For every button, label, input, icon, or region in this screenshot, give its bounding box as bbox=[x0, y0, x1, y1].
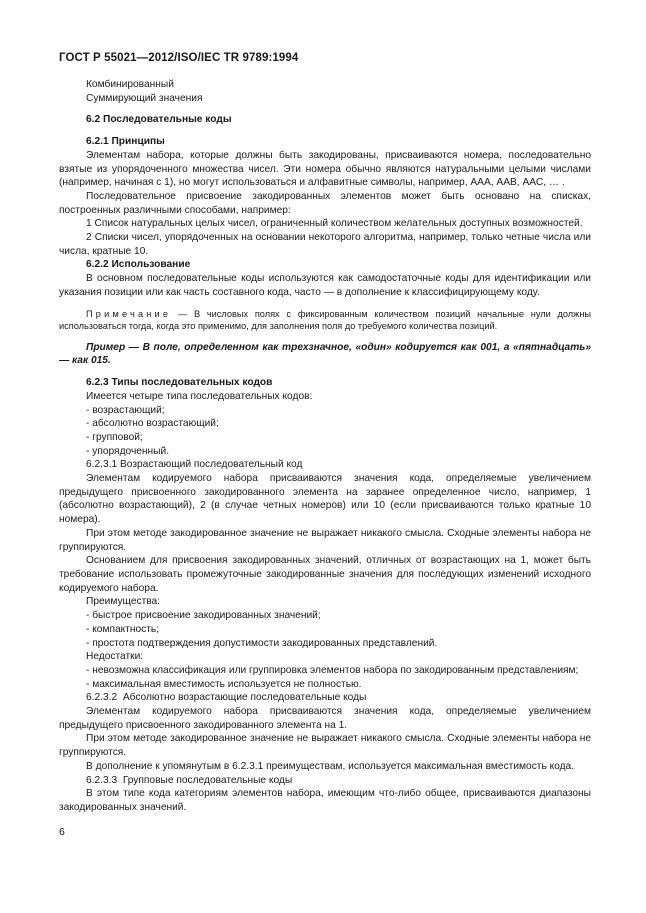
paragraph: Элементам набора, которые должны быть закодированы, присваиваются номера, последовательно взятые из упорядоченного множества чисел. Эти номера обычно являются натуральными целыми числами (например, начиная с 1), но могут использоваться и алфавитные символы, например, ААА, ААВ, ААС, … . bbox=[59, 149, 591, 189]
paragraph: 1 Список натуральных целых чисел, ограниченный количеством желательных доступных возможностей. bbox=[86, 218, 583, 230]
section-heading-6-2-2: 6.2.2 Использование bbox=[86, 259, 191, 271]
subsection-title-6-2-3-1: 6.2.3.1 Возрастающий последовательный код bbox=[86, 459, 303, 471]
list-item: - возрастающий; bbox=[86, 404, 165, 416]
list-item: - упорядоченный. bbox=[86, 445, 170, 457]
paragraph: Основанием для присвоения закодированных значений, отличных от возрастающих на 1, может быть требование использовать промежуточные закодированные значения для последующих изменений исходного кодируемого набора. bbox=[59, 555, 591, 594]
list-item: - невозможна классификация или группировка элементов набора по закодированным представлениям; bbox=[86, 664, 579, 676]
paragraph: В основном последовательные коды используются как самодостаточные коды для идентификации или указания позиции или как часть составного кода, часто — в дополнение к классифицирующему коду. bbox=[59, 273, 591, 298]
list-item: - максимальная вместимость используется не полностью. bbox=[86, 678, 362, 690]
subsection-title-6-2-3-3: 6.2.3.3 Групповые последовательные коды bbox=[86, 774, 293, 786]
note bbox=[59, 308, 591, 333]
page-number: 6 bbox=[59, 826, 65, 838]
document-header: ГОСТ Р 55021—2012/ISO/IEC TR 9789:1994 bbox=[59, 52, 299, 64]
paragraph: 2 Списки чисел, упорядоченных на основании некоторого алгоритма, например, только четные числа или числа, кратные 10. bbox=[59, 232, 591, 257]
paragraph: Элементам кодируемого набора присваиваются значения кода, определяемые увеличением предыдущего присвоенного закодированного элемента на 1. bbox=[59, 706, 591, 731]
list-item: - групповой; bbox=[86, 431, 143, 443]
section-heading-6-2-3: 6.2.3 Типы последовательных кодов bbox=[86, 377, 273, 389]
paragraph: При этом методе закодированное значение не выражает никакого смысла. Сходные элементы набора не группируются. bbox=[59, 733, 591, 759]
paragraph: При этом методе закодированное значение не выражает никакого смысла. Сходные элементы набора не группируются. bbox=[59, 527, 591, 553]
list-item: - компактность; bbox=[86, 623, 160, 635]
note-text: — В числовых полях с фиксированным количеством позиций начальные нули должны использоваться тогда, когда это применимо, для заполнения поля до требуемого количества позиций. bbox=[59, 308, 591, 332]
subsection-title-6-2-3-2: 6.2.3.2 Абсолютно возрастающие последовательные коды bbox=[86, 692, 367, 704]
section-heading-6-2-1: 6.2.1 Принципы bbox=[86, 136, 165, 148]
note-lead: Примечание bbox=[86, 308, 172, 319]
advantages-label: Преимущества: bbox=[86, 596, 161, 608]
paragraph: В дополнение к упомянутым в 6.2.3.1 преимуществам, используется максимальная вместимость кода. bbox=[86, 760, 575, 772]
paragraph: Элементам кодируемого набора присваиваются значения кода, определяемые увеличением предыдущего присвоенного закодированного элемента на заранее определенное число, например, 1 (абсолютно возрастающий), 2 (в случае четных номеров) или 10 (если присваиваются только кратные 10 номера). bbox=[59, 473, 591, 526]
paragraph: Имеется четыре типа последовательных кодов: bbox=[86, 390, 313, 402]
disadvantages-label: Недостатки: bbox=[86, 651, 144, 663]
list-item: - простота подтверждения допустимости закодированных представлений. bbox=[86, 637, 438, 649]
document-body bbox=[59, 78, 591, 815]
paragraph: Последовательное присвоение закодированных элементов может быть основано на списках, построенных различными способами, например: bbox=[59, 190, 591, 216]
example: Пример — В поле, определенном как трехзначное, «один» кодируется как 001, а «пятнадцать» — как 015. bbox=[59, 341, 591, 367]
section-heading-6-2: 6.2 Последовательные коды bbox=[86, 114, 232, 126]
intro-item: Комбинированный bbox=[86, 79, 174, 90]
list-item: - абсолютно возрастающий; bbox=[86, 418, 219, 430]
list-item: - быстрое присвоение закодированных значений; bbox=[86, 610, 321, 622]
intro-item: Суммирующий значения bbox=[86, 92, 203, 104]
paragraph: В этом типе кода категориям элементов набора, имеющим что-либо общее, присваиваются диапазоны закодированных значений. bbox=[59, 788, 591, 813]
